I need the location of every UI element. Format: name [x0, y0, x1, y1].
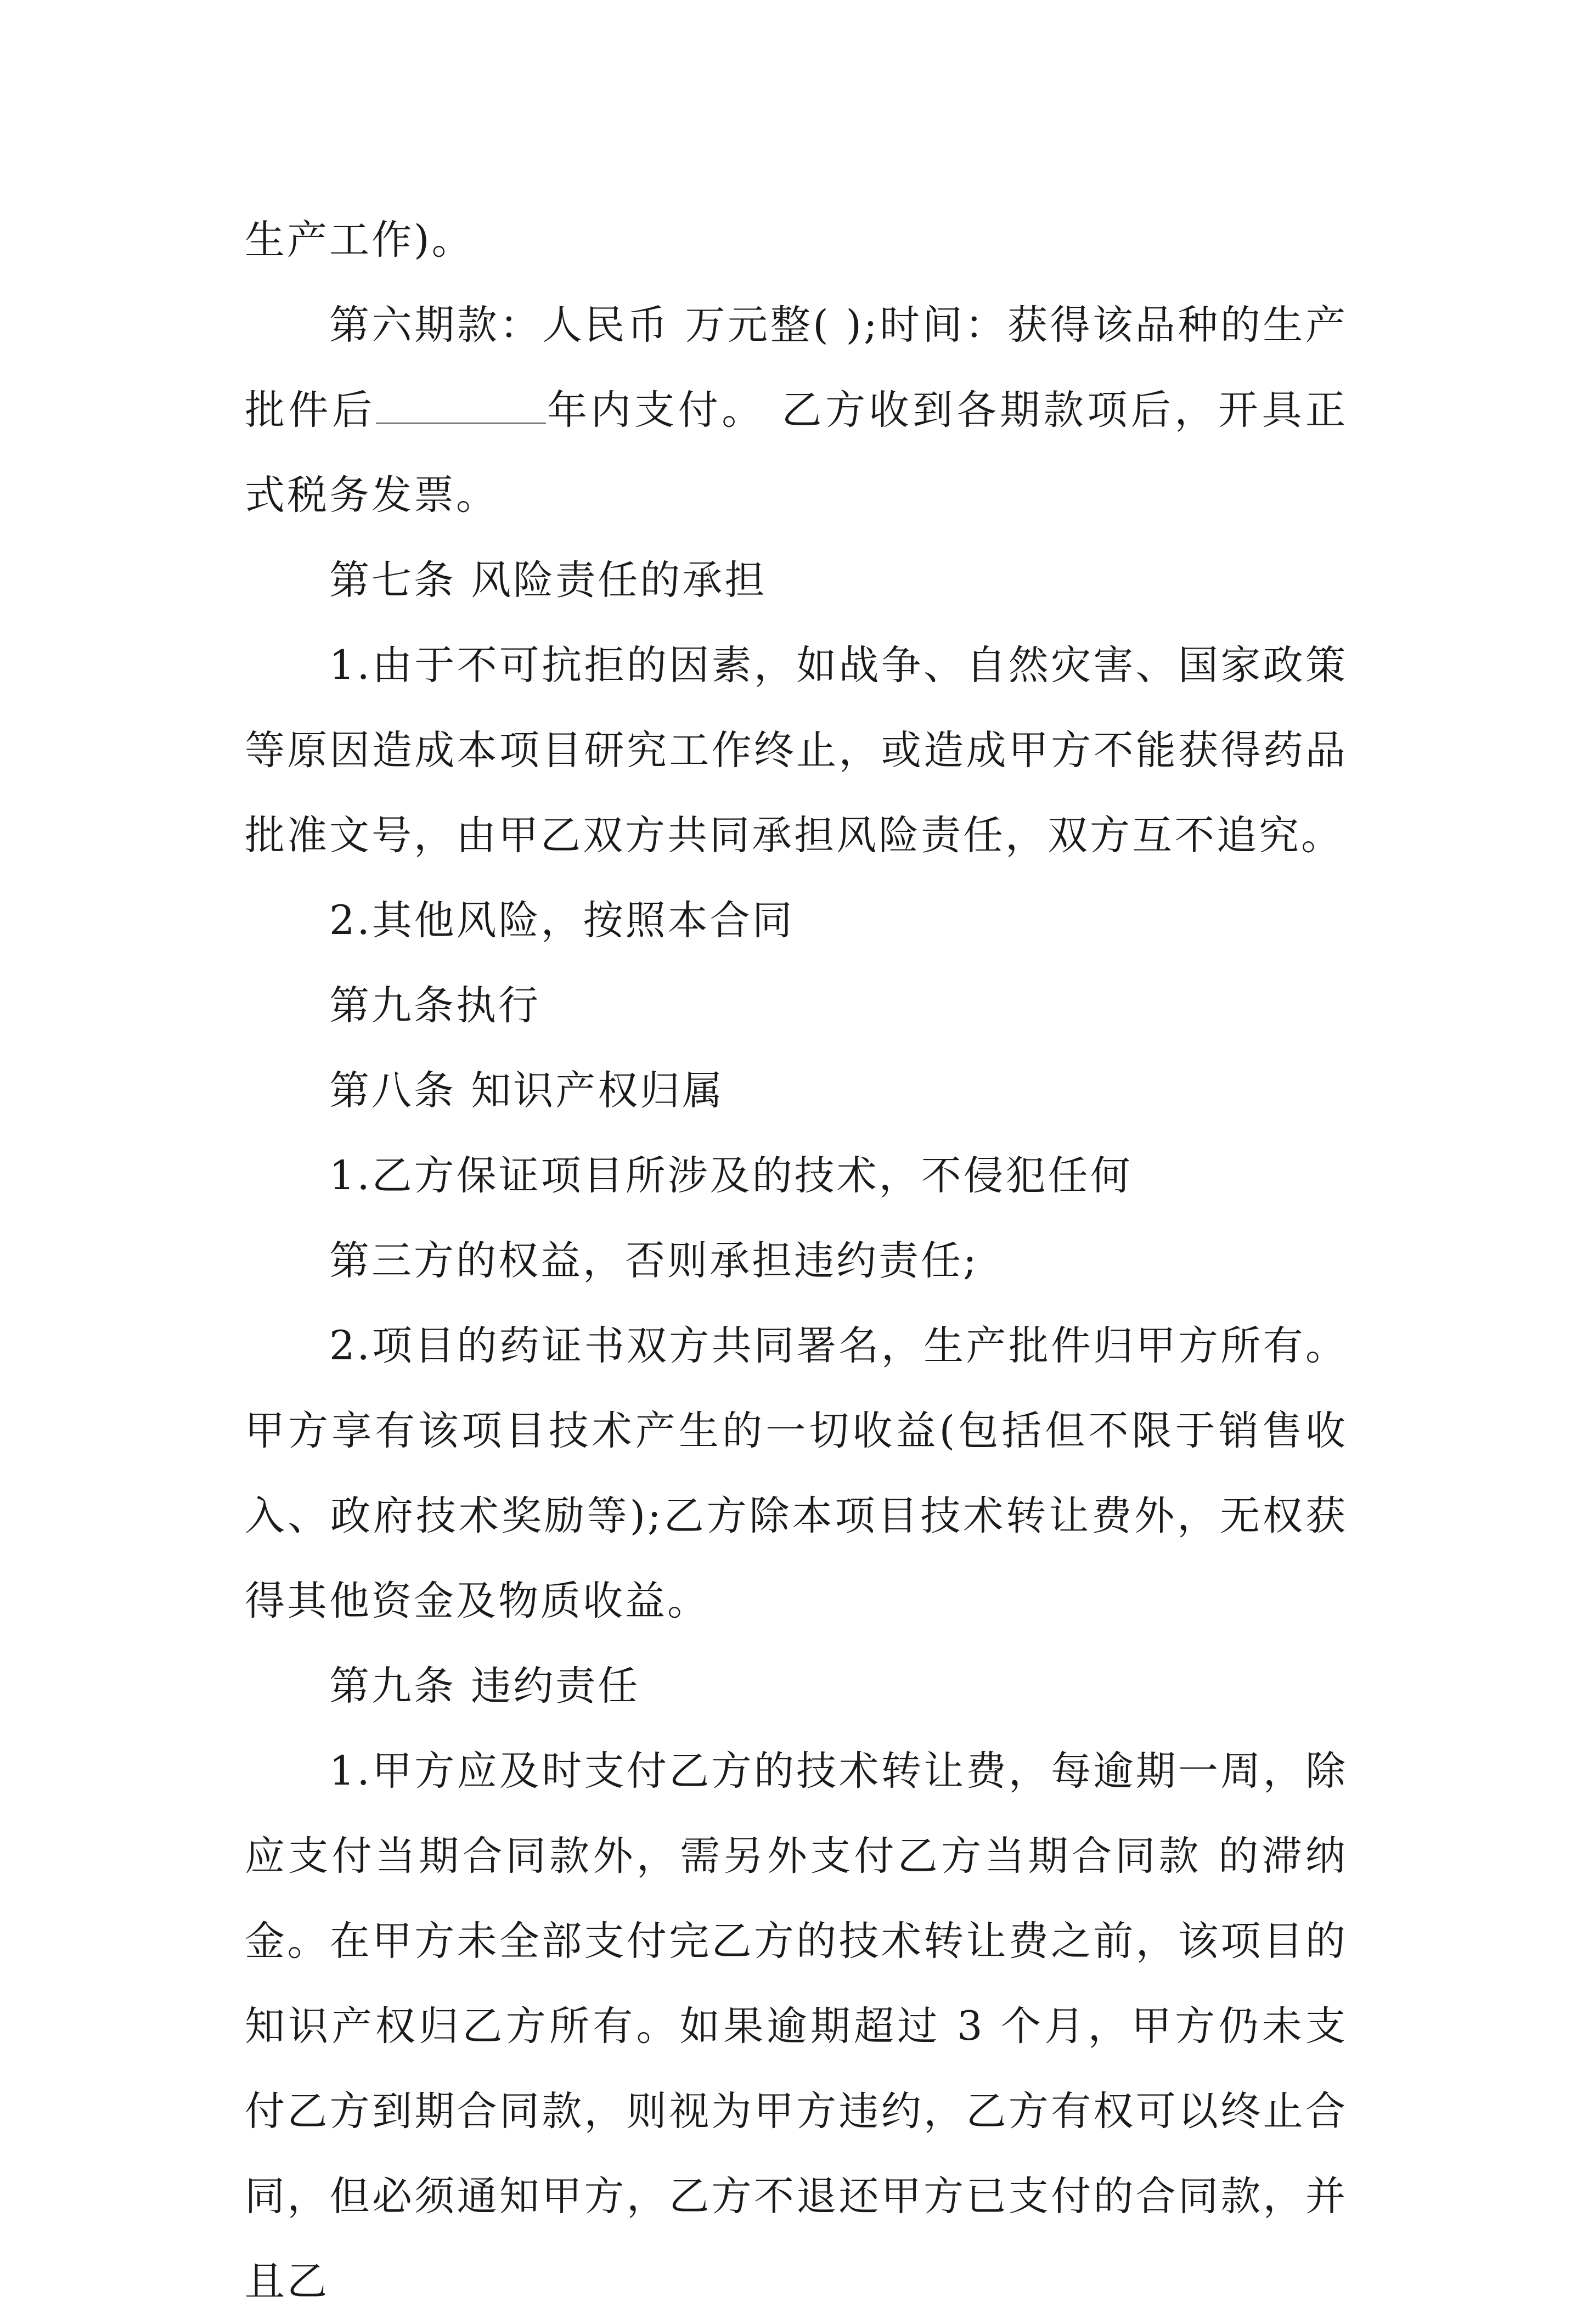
- paragraph-article-9-ref: 第九条执行: [329, 982, 540, 1029]
- document-body: [245, 198, 1348, 2324]
- paragraph-sixth-payment: [245, 283, 1348, 538]
- heading-article-8: 第八条 知识产权归属: [329, 1067, 725, 1114]
- paragraph-risk-2: 2.其他风险，按照本合同: [329, 897, 795, 944]
- heading-article-7: 第七条 风险责任的承担: [329, 557, 767, 604]
- sixth-payment-text-b: 年内支付。 乙方收到各期款项后，开具正式税务发票。: [245, 387, 1348, 519]
- paragraph-continuation: 生产工作)。: [245, 217, 474, 263]
- paragraph-ip-1: 1.乙方保证项目所涉及的技术，不侵犯任何: [329, 1152, 1133, 1199]
- paragraph-breach-1: 1.甲方应及时支付乙方的技术转让费，每逾期一周，除应支付当期合同款外，需另外支付乙方当期合同款 的滞纳金。在甲方未全部支付完乙方的技术转让费之前，该项目的知识产权归乙方所有。如果逾期超过 3 个月，甲方仍未支付乙方到期合同款，则视为甲方违约，乙方有权可以终止合同，但必须通知甲方，乙方不退还甲方已支付的合同款，并且乙: [245, 1748, 1348, 2305]
- paragraph-risk-1: 1.由于不可抗拒的因素，如战争、自然灾害、国家政策等原因造成本项目研究工作终止，或造成甲方不能获得药品批准文号，由甲乙双方共同承担风险责任，双方互不追究。: [245, 642, 1348, 859]
- paragraph-ip-2: 2.项目的药证书双方共同署名，生产批件归甲方所有。甲方享有该项目技术产生的一切收益(包括但不限于销售收入、政府技术奖励等);乙方除本项目技术转让费外，无权获得其他资金及物质收益。: [245, 1323, 1348, 1624]
- fill-in-blank: [376, 390, 546, 424]
- sixth-payment-text-a: 第六期款：人民币 万元整( );时间：获得该品种的生产批件后: [245, 302, 1348, 434]
- paragraph-ip-1-cont: 第三方的权益，否则承担违约责任;: [329, 1237, 979, 1284]
- heading-article-9: 第九条 违约责任: [329, 1663, 640, 1709]
